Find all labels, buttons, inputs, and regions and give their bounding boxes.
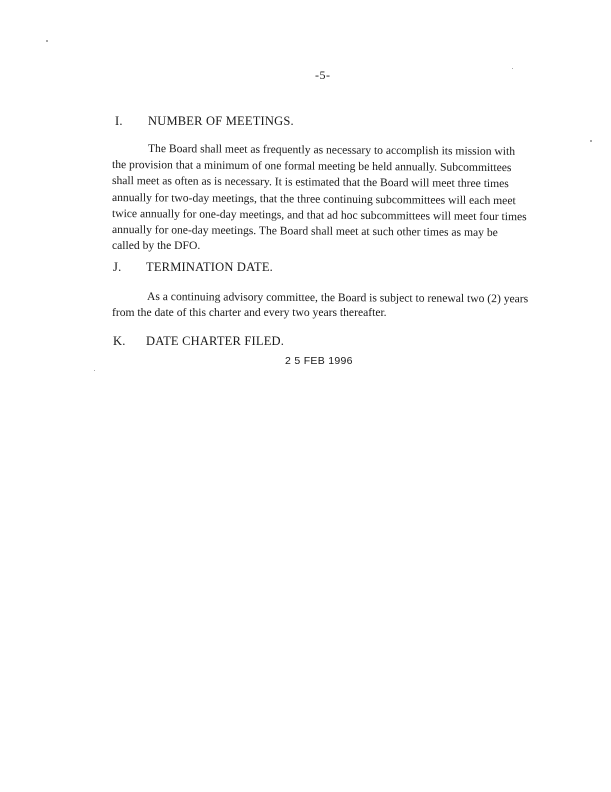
page-number: -5-	[315, 68, 331, 82]
body-line: annually for one-day meetings. The Board shall meet at such other times as may be	[111, 223, 498, 240]
filed-date-stamp: 2 5 FEB 1996	[285, 355, 353, 367]
body-line: called by the DFO.	[112, 239, 201, 252]
scan-speck	[512, 68, 513, 69]
body-line: annually for two-day meetings, that the three continuing subcommittees will each meet	[111, 191, 516, 208]
body-line: The Board shall meet as frequently as necessary to accomplish its mission with	[147, 142, 516, 158]
scan-speck	[46, 40, 48, 42]
section-title: TERMINATION DATE.	[146, 260, 273, 274]
body-line: shall meet as often as is necessary. It is estimated that the Board will meet three times	[111, 174, 509, 191]
section-k-heading	[113, 334, 284, 349]
section-letter: J.	[113, 260, 122, 274]
body-line: from the date of this charter and every two years thereafter.	[112, 306, 387, 319]
section-j-heading	[113, 260, 273, 275]
scan-speck	[590, 140, 592, 142]
scan-speck	[94, 370, 95, 371]
section-letter: K.	[113, 334, 126, 348]
section-title: DATE CHARTER FILED.	[146, 334, 285, 348]
body-line: As a continuing advisory committee, the Board is subject to renewal two (2) years	[146, 290, 529, 306]
section-i-heading	[115, 114, 294, 129]
body-line: twice annually for one-day meetings, and that ad hoc subcommittees will meet four times	[111, 207, 527, 224]
section-title: NUMBER OF MEETINGS.	[148, 114, 294, 128]
body-line: the provision that a minimum of one formal meeting be held annually. Subcommittees	[111, 158, 512, 175]
section-letter: I.	[115, 114, 123, 128]
